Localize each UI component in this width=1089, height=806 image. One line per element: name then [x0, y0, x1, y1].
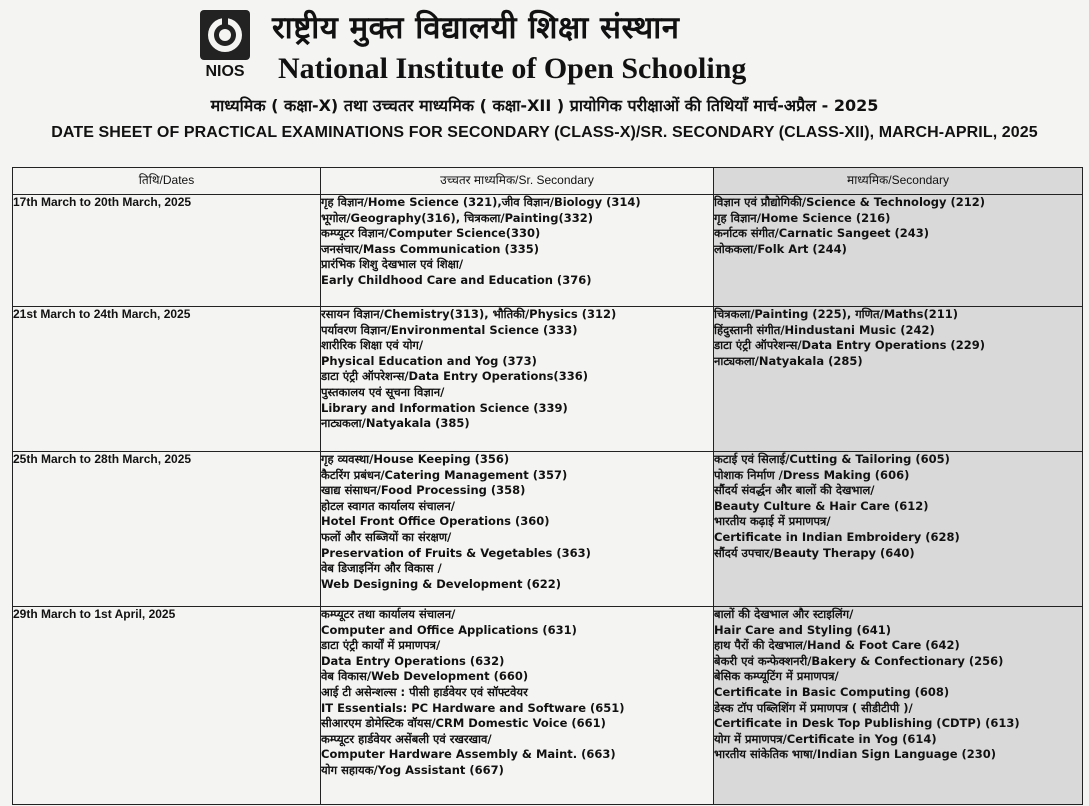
table-header-row: [13, 168, 1083, 195]
subject-line: चित्रकला/Painting (225), गणित/Maths(211): [714, 307, 958, 321]
subject-line: Data Entry Operations (632): [321, 653, 505, 668]
subject-line: रसायन विज्ञान/Chemistry(313), भौतिकी/Physics (312): [321, 307, 617, 321]
subject-line: भूगोल/Geography(316), चित्रकला/Painting(332): [321, 210, 593, 225]
subject-line: शारीरिक शिक्षा एवं योग/: [321, 338, 424, 353]
secondary-subjects-cell: [714, 307, 1083, 452]
subject-line: कर्नाटक संगीत/Carnatic Sangeet (243): [714, 226, 929, 241]
subject-line: कम्प्यूटर हार्डवेयर असेंबली एवं रखरखाव/: [321, 731, 492, 746]
subject-line: पोशाक निर्माण /Dress Making (606): [714, 467, 910, 482]
subject-line: सीआरएम डोमेस्टिक वॉयस/CRM Domestic Voice (661): [321, 716, 606, 731]
subject-line: विज्ञान एवं प्रौद्योगिकी/Science & Technology (212): [714, 195, 986, 209]
subject-line: फलों और सब्जियों का संरक्षण/: [321, 529, 452, 544]
subject-line: वेब डिजाइनिंग और विकास /: [321, 561, 442, 576]
english-subtitle: DATE SHEET OF PRACTICAL EXAMINATIONS FOR SECONDARY (CLASS-X)/SR. SECONDARY (CLASS-XII), MARCH-APRIL, 2025: [51, 124, 1038, 141]
secondary-subjects-cell: [714, 452, 1083, 607]
subject-line: गृह व्यवस्था/House Keeping (356): [321, 452, 510, 466]
subject-line: Certificate in Desk Top Publishing (CDTP) (613): [714, 716, 1020, 731]
sr-secondary-subjects-cell: [321, 195, 714, 307]
subject-line: हाथ पैरों की देखभाल/Hand & Foot Care (642): [714, 638, 960, 653]
subject-line: गृह विज्ञान/Home Science (216): [714, 210, 891, 225]
subject-line: योग में प्रमाणपत्र/Certificate in Yog (614): [714, 731, 937, 746]
header-secondary: माध्यमिक/Secondary: [714, 168, 1083, 195]
subject-line: डाटा एंट्री कार्यों में प्रमाणपत्र/: [321, 638, 441, 653]
subject-line: बालों की देखभाल और स्टाइलिंग/: [714, 607, 854, 621]
subject-line: Library and Information Science (339): [321, 400, 568, 415]
table-row: [13, 307, 1083, 452]
subject-line: वेब विकास/Web Development (660): [321, 669, 529, 684]
secondary-subjects-cell: [714, 607, 1083, 805]
subject-line: Computer Hardware Assembly & Maint. (663): [321, 747, 616, 762]
date-cell: 25th March to 28th March, 2025: [13, 452, 321, 607]
subject-line: कटाई एवं सिलाई/Cutting & Tailoring (605): [714, 452, 950, 466]
header-dates: तिथि/Dates: [13, 168, 321, 195]
subject-line: डाटा एंट्री ऑपरेशन्स/Data Entry Operations (229): [714, 338, 985, 353]
subject-line: गृह विज्ञान/Home Science (321),जीव विज्ञान/Biology (314): [321, 195, 641, 209]
subject-line: भारतीय कढ़ाई में प्रमाणपत्र/: [714, 514, 831, 529]
subject-line: Early Childhood Care and Education (376): [321, 272, 592, 287]
sr-secondary-subjects-cell: [321, 307, 714, 452]
subject-line: प्रारंभिक शिशु देखभाल एवं शिक्षा/: [321, 257, 464, 272]
subject-line: सौंदर्य उपचार/Beauty Therapy (640): [714, 545, 915, 560]
subject-line: सौंदर्य संवर्द्धन और बालों की देखभाल/: [714, 483, 875, 498]
subject-line: हिंदुस्तानी संगीत/Hindustani Music (242): [714, 322, 935, 337]
subject-line: Physical Education and Yog (373): [321, 353, 537, 368]
secondary-subjects-cell: [714, 195, 1083, 307]
date-cell: 17th March to 20th March, 2025: [13, 195, 321, 307]
english-title: National Institute of Open Schooling: [278, 52, 747, 85]
date-cell: 29th March to 1st April, 2025: [13, 607, 321, 805]
subject-line: आई टी असेन्शल्स : पीसी हार्डवेयर एवं सॉफ्टवेयर: [321, 684, 528, 699]
subject-line: होटल स्वागत कार्यालय संचालन/: [321, 498, 455, 513]
document-header: [0, 0, 1089, 160]
subject-line: Certificate in Basic Computing (608): [714, 684, 950, 699]
logo-text: NIOS: [205, 63, 245, 80]
date-sheet-table: [12, 167, 1083, 805]
subject-line: IT Essentials: PC Hardware and Software (651): [321, 700, 625, 715]
subject-line: Beauty Culture & Hair Care (612): [714, 498, 929, 513]
subject-line: Web Designing & Development (622): [321, 576, 561, 591]
subject-line: कम्प्यूटर विज्ञान/Computer Science(330): [321, 226, 541, 241]
subject-line: डाटा एंट्री ऑपरेशन्स/Data Entry Operations(336): [321, 369, 588, 384]
subject-line: Computer and Office Applications (631): [321, 622, 577, 637]
subject-line: बेसिक कम्प्यूटिंग में प्रमाणपत्र/: [714, 669, 839, 684]
subject-line: Certificate in Indian Embroidery (628): [714, 529, 960, 544]
subject-line: कम्प्यूटर तथा कार्यालय संचालन/: [321, 607, 456, 621]
subject-line: योग सहायक/Yog Assistant (667): [321, 762, 504, 777]
date-cell: 21st March to 24th March, 2025: [13, 307, 321, 452]
subject-line: भारतीय सांकेतिक भाषा/Indian Sign Language (230): [714, 747, 997, 762]
subject-line: लोककला/Folk Art (244): [714, 241, 847, 256]
subject-line: Hotel Front Office Operations (360): [321, 514, 550, 529]
hindi-title: राष्ट्रीय मुक्त विद्यालयी शिक्षा संस्थान: [272, 10, 680, 46]
subject-line: नाट्यकला/Natyakala (285): [714, 353, 863, 368]
subject-line: बेकरी एवं कन्फेक्शनरी/Bakery & Confectionary (256): [714, 653, 1004, 668]
subject-line: कैटरिंग प्रबंधन/Catering Management (357): [321, 467, 568, 482]
table-row: [13, 607, 1083, 805]
sr-secondary-subjects-cell: [321, 452, 714, 607]
nios-logo: [196, 8, 254, 80]
subject-line: खाद्य संसाधन/Food Processing (358): [321, 483, 526, 498]
table-row: [13, 452, 1083, 607]
hindi-subtitle: माध्यमिक ( कक्षा-X) तथा उच्चतर माध्यमिक ( कक्षा-XII ) प्रायोगिक परीक्षाओं की तिथियाँ मार्च-अप्रैल - 2025: [210, 96, 879, 115]
subject-line: Hair Care and Styling (641): [714, 622, 891, 637]
subject-line: नाट्यकला/Natyakala (385): [321, 416, 470, 431]
subject-line: डेस्क टॉप पब्लिशिंग में प्रमाणपत्र ( सीडीटीपी )/: [714, 700, 913, 715]
subject-line: Preservation of Fruits & Vegetables (363): [321, 545, 591, 560]
subject-line: पुस्तकालय एवं सूचना विज्ञान/: [321, 384, 445, 399]
subject-line: जनसंचार/Mass Communication (335): [321, 241, 540, 256]
table-row: [13, 195, 1083, 307]
subject-line: पर्यावरण विज्ञान/Environmental Science (333): [321, 322, 578, 337]
header-sr-secondary: उच्चतर माध्यमिक/Sr. Secondary: [321, 168, 714, 195]
sr-secondary-subjects-cell: [321, 607, 714, 805]
